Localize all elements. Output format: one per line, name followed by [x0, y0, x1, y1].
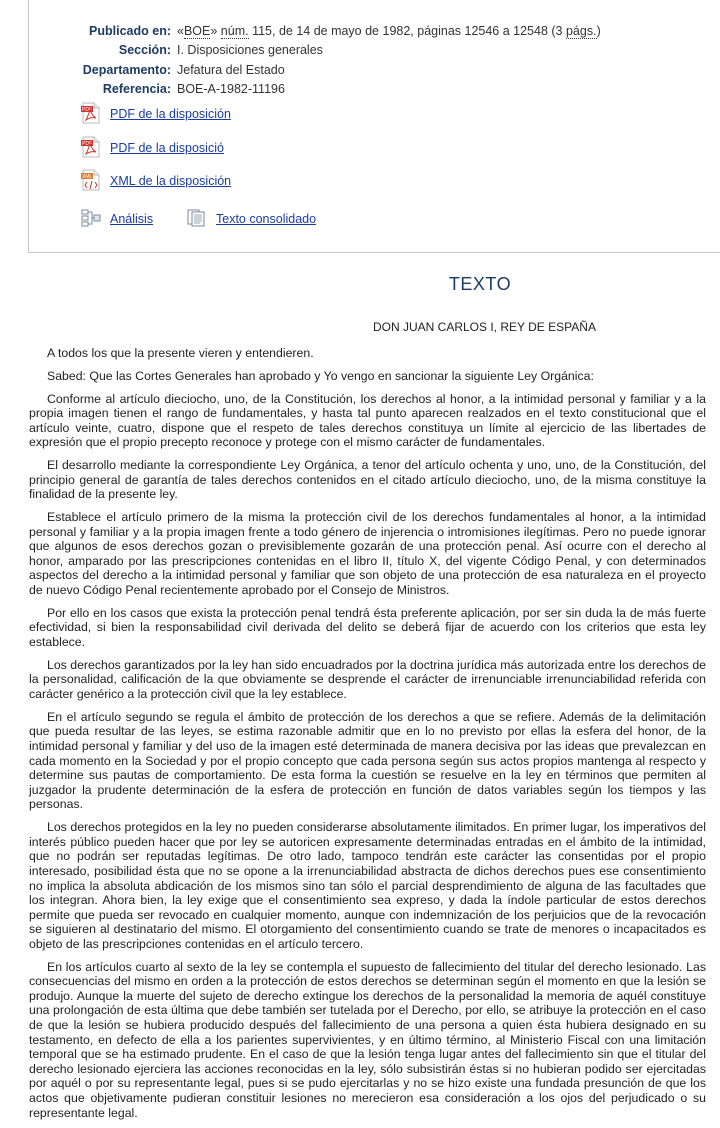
consolidated-text-icon: [187, 209, 207, 231]
reference-value: BOE-A-1982-11196: [177, 82, 285, 96]
king-title: DON JUAN CARLOS I, REY DE ESPAÑA: [373, 320, 596, 334]
paragraph: En los artículos cuarto al sexto de la ley se contempla el supuesto de fallecimiento del titular del derecho lesionado. Las consecuencias del mismo en orden a la protección de estos derechos se determinan según el momento en que la lesión se produjo. Aunque la muerte del sujeto de derecho extingue los derechos de la personalidad la memoria de aquél constituye una prolongación de esta última que debe también ser tutelada por el Derecho, por ello, se atribuye la protección en el caso de que la lesión se hubiera producido después del fallecimiento de una persona a quien ésta hubiera designado en su testamento, en defecto de ella a los parientes supervivientes, y en último término, al Ministerio Fiscal con una limitación temporal que se ha estimado prudente. En el caso de que la lesión tenga lugar antes del fallecimiento sin que el titular del derecho lesionado ejerciera las acciones reconocidas en la ley, sólo subsistirán éstas si no hubieran podido ser ejercitadas por aquél o por su representante legal, pues si se pudo ejercitarlas y no se hizo existe una fundada presunción de que los actos que objetivamente pudieran constituir lesiones no merecieron esa consideración a los ojos del perjudicado o su representante legal.: [29, 959, 706, 1120]
section-value: I. Disposiciones generales: [177, 43, 323, 57]
published-value: [177, 23, 601, 39]
section-heading: TEXTO: [448, 274, 512, 294]
document-metadata-panel: [28, 0, 720, 253]
document-text: [29, 346, 706, 1128]
xml-file-icon: [81, 169, 101, 191]
paragraph: En el artículo segundo se regula el ámbito de protección de los derechos a que se refiere. Además de la delimitación que pueda resultar de las leyes, se estima razonable admitir que en lo no previsto por ellas la esfera del honor, de la intimidad personal y familiar y del uso de la imagen esté determinada de manera decisiva por las ideas que prevalezcan en cada momento en la Sociedad y por el propio concepto que cada persona según sus actos propios mantenga al respecto y determine sus pautas de comportamiento. De esta forma la cuestión se resuelve en la ley en términos que permiten al juzgador la prudente determinación de la esfera de protección en función de datos variables según los tiempos y las personas.: [29, 709, 706, 812]
xml-link[interactable]: XML de la disposición: [110, 174, 232, 188]
consolidated-link[interactable]: Texto consolidado: [216, 212, 317, 226]
paragraph: A todos los que la presente vieren y entendieren.: [47, 346, 314, 360]
published-end: ): [596, 24, 601, 38]
svg-text:PDF: PDF: [82, 141, 92, 147]
svg-text:PDF: PDF: [82, 107, 92, 113]
published-quote-open: «: [177, 24, 184, 38]
published-quote-close: »: [210, 24, 221, 38]
analysis-icon: [81, 209, 101, 231]
paragraph: Por ello en los casos que exista la protección penal tendrá ésta preferente aplicación, por ser sin duda la de más fuerte efectividad, si bien la responsabilidad civil derivada del delito se deberá fijar de acuerdo con los criterios que esta ley establece.: [29, 605, 706, 650]
analysis-link[interactable]: Análisis: [110, 212, 154, 226]
paragraph: Conforme al artículo dieciocho, uno, de la Constitución, los derechos al honor, a la intimidad personal y familiar y a la propia imagen tienen el rango de fundamentales, y hasta tal punto aparecen realzados en el texto constitucional que el artículo veinte, cuatro, dispone que el respeto de tales derechos constituya un límite al ejercicio de las libertades de expresión que el propio precepto reconoce y protege con el mismo carácter de fundamentales.: [29, 391, 706, 450]
boe-abbr: BOE: [183, 24, 211, 38]
paragraph: Sabed: Que las Cortes Generales han aprobado y Yo vengo en sancionar la siguiente Ley Orgánica:: [47, 368, 594, 383]
paragraph: Los derechos garantizados por la ley han sido encuadrados por la doctrina jurídica más autorizada entre los derechos de la personalidad, calificación de la que obviamente se desprende el carácter de irrenunciable irrenunciabilidad referida con carácter genérico a la protección civil que la ley establece.: [29, 657, 706, 701]
pdf-file-icon: [81, 136, 101, 158]
pdf-ca-link[interactable]: PDF de la disposició: [110, 141, 224, 155]
published-rest: 115, de 14 de mayo de 1982, páginas 12546 a 12548 (3: [248, 24, 566, 38]
paragraph: El desarrollo mediante la correspondiente Ley Orgánica, a tenor del artículo ochenta y uno, uno, de la Constitución, del principio general de garantía de tales derechos contenidos en el citado artículo dieciocho, uno, de la misma constituye la finalidad de la presente ley.: [29, 458, 706, 502]
department-value: Jefatura del Estado: [177, 63, 285, 77]
paragraph: Los derechos protegidos en la ley no pueden considerarse absolutamente ilimitados. En primer lugar, los imperativos del interés público pueden hacer que por ley se autoricen expresamente determinadas entradas en el ámbito de la intimidad, que no podrán ser reputadas legítimas. De otro lado, tampoco tendrán este carácter las consentidas por el propio interesado, posibilidad ésta que no se opone a la irrenunciabilidad abstracta de dichos derechos pues ese consentimiento no implica la absoluta abdicación de los mismos sino tan sólo el parcial desprendimiento de alguna de las facultades que los integran. Ahora bien, la ley exige que el consentimiento sea expreso, y dada la índole particular de estos derechos permite que pueda ser revocado en cualquier momento, aunque con indemnización de los perjuicios que de la revocación se siguieren al destinatario del mismo. El otorgamiento del consentimiento cuando se trate de menores o incapacitados es objeto de las prescripciones contenidas en el artículo tercero.: [29, 820, 706, 951]
svg-text:XML: XML: [81, 174, 93, 180]
section-label: Sección:: [118, 43, 171, 57]
pdf-es-link[interactable]: PDF de la disposición: [110, 107, 231, 121]
num-abbr: núm.: [220, 24, 249, 38]
paragraph: Establece el artículo primero de la misma la protección civil de los derechos fundamentales al honor, a la intimidad personal y familiar y a la propia imagen frente a todo género de injerencia o intromisiones ilegítimas. Pero no puede ignorar que algunos de esos derechos gozan o previsiblemente gozarán de una protección penal. Así ocurre con el derecho al honor, amparado por las prescripciones contenidas en el libro II, título X, del vigente Código Penal, y con determinados aspectos del derecho a la intimidad personal y familiar que son objeto de una protección de esa naturaleza en el proyecto de nuevo Código Penal recientemente aprobado por el Consejo de Ministros.: [29, 510, 706, 598]
published-label: Publicado en:: [89, 24, 171, 38]
department-label: Departamento:: [82, 63, 171, 77]
reference-label: Referencia:: [102, 82, 171, 96]
pdf-file-icon: [81, 102, 101, 124]
pags-abbr: págs.: [565, 24, 597, 38]
